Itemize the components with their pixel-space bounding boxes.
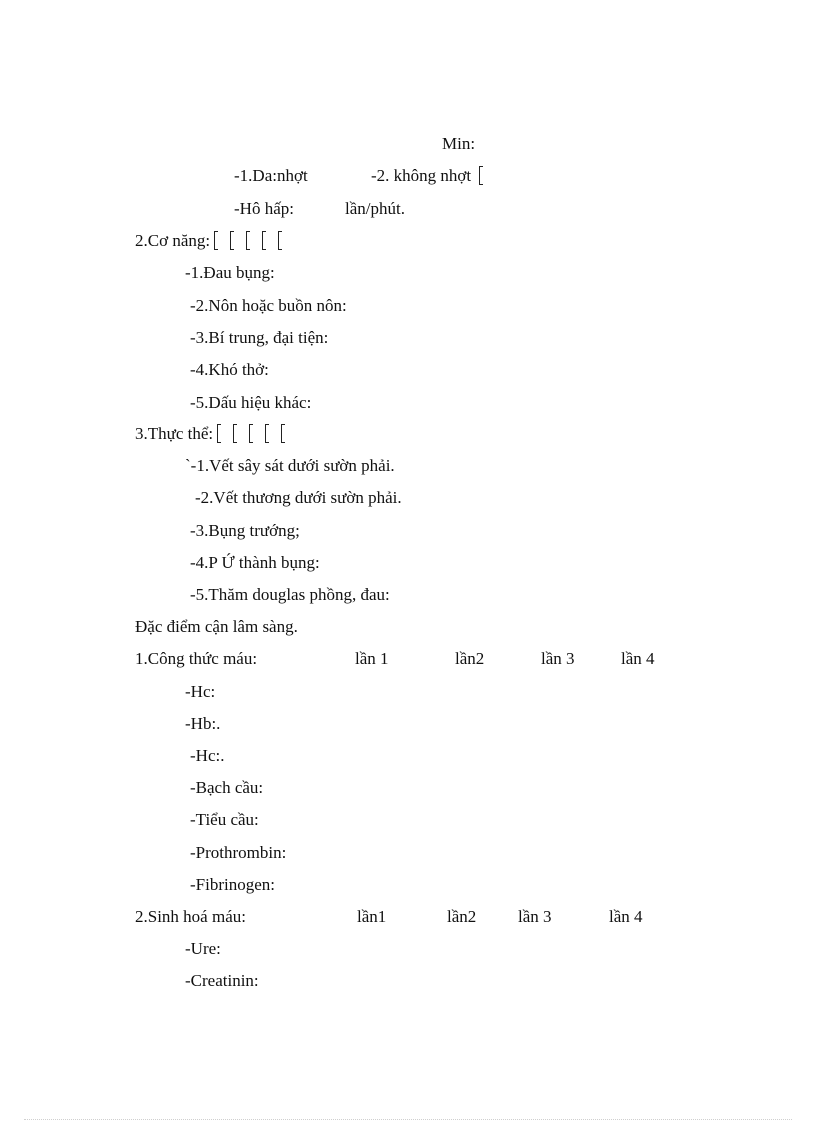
functional-item: -4.Khó thở: bbox=[190, 360, 269, 379]
physical-item: -3.Bụng trướng; bbox=[190, 521, 300, 540]
biochem-heading: 2.Sinh hoá máu: bbox=[135, 907, 246, 926]
functional-item: -1.Đau bụng: bbox=[185, 263, 275, 282]
checkbox-icon[interactable] bbox=[233, 424, 237, 443]
blood-count-item: -Tiểu cầu: bbox=[190, 810, 259, 829]
blood-count-item: -Hb:. bbox=[185, 714, 221, 733]
paraclinical-heading: Đặc điểm cận lâm sàng. bbox=[135, 617, 298, 636]
physical-item: -5.Thăm douglas phồng, đau: bbox=[190, 585, 390, 604]
page-bottom-divider bbox=[24, 1119, 792, 1120]
biochem-item: -Creatinin: bbox=[185, 971, 259, 990]
functional-item: -3.Bí trung, đại tiện: bbox=[190, 328, 329, 347]
functional-item: -5.Dấu hiệu khác: bbox=[190, 393, 312, 412]
column-header: lần 3 bbox=[541, 649, 575, 668]
checkbox-icon[interactable] bbox=[246, 231, 250, 250]
checkbox-icon[interactable] bbox=[281, 424, 285, 443]
checkbox-icon[interactable] bbox=[249, 424, 253, 443]
functional-item: -2.Nôn hoặc buồn nôn: bbox=[190, 296, 347, 315]
biochem-item: -Ure: bbox=[185, 939, 221, 958]
blood-count-item: -Prothrombin: bbox=[190, 843, 287, 862]
checkbox-icon[interactable] bbox=[214, 231, 218, 250]
physical-item: `-1.Vết sây sát dưới sườn phải. bbox=[185, 456, 395, 475]
physical-heading: 3.Thực thể: bbox=[135, 424, 285, 444]
breathing-unit: lần/phút. bbox=[345, 199, 405, 218]
checkbox-icon[interactable] bbox=[230, 231, 234, 250]
blood-count-item: -Hc: bbox=[185, 682, 216, 701]
checkbox-icon[interactable] bbox=[265, 424, 269, 443]
min-label: Min: bbox=[442, 134, 476, 153]
column-header: lần 4 bbox=[609, 907, 643, 926]
physical-item: -4.P Ứ thành bụng: bbox=[190, 553, 320, 572]
blood-count-heading: 1.Công thức máu: bbox=[135, 649, 258, 668]
functional-heading: 2.Cơ năng: bbox=[135, 231, 282, 251]
column-header: lần 1 bbox=[355, 649, 389, 668]
column-header: lần 4 bbox=[621, 649, 655, 668]
checkbox-icon[interactable] bbox=[262, 231, 266, 250]
column-header: lần1 bbox=[357, 907, 387, 926]
blood-count-item: -Bạch cầu: bbox=[190, 778, 264, 797]
checkbox-icon[interactable] bbox=[278, 231, 282, 250]
column-header: lần 3 bbox=[518, 907, 552, 926]
checkbox-icon[interactable] bbox=[479, 166, 483, 185]
physical-item: -2.Vết thương dưới sườn phải. bbox=[195, 488, 402, 507]
skin-not-pale-option: -2. không nhợt bbox=[371, 166, 483, 186]
blood-count-item: -Hc:. bbox=[190, 746, 225, 765]
column-header: lần2 bbox=[455, 649, 485, 668]
blood-count-item: -Fibrinogen: bbox=[190, 875, 275, 894]
skin-pale-option: -1.Da:nhợt bbox=[234, 166, 308, 185]
breathing-label: -Hô hấp: bbox=[234, 199, 294, 218]
checkbox-icon[interactable] bbox=[217, 424, 221, 443]
column-header: lần2 bbox=[447, 907, 477, 926]
